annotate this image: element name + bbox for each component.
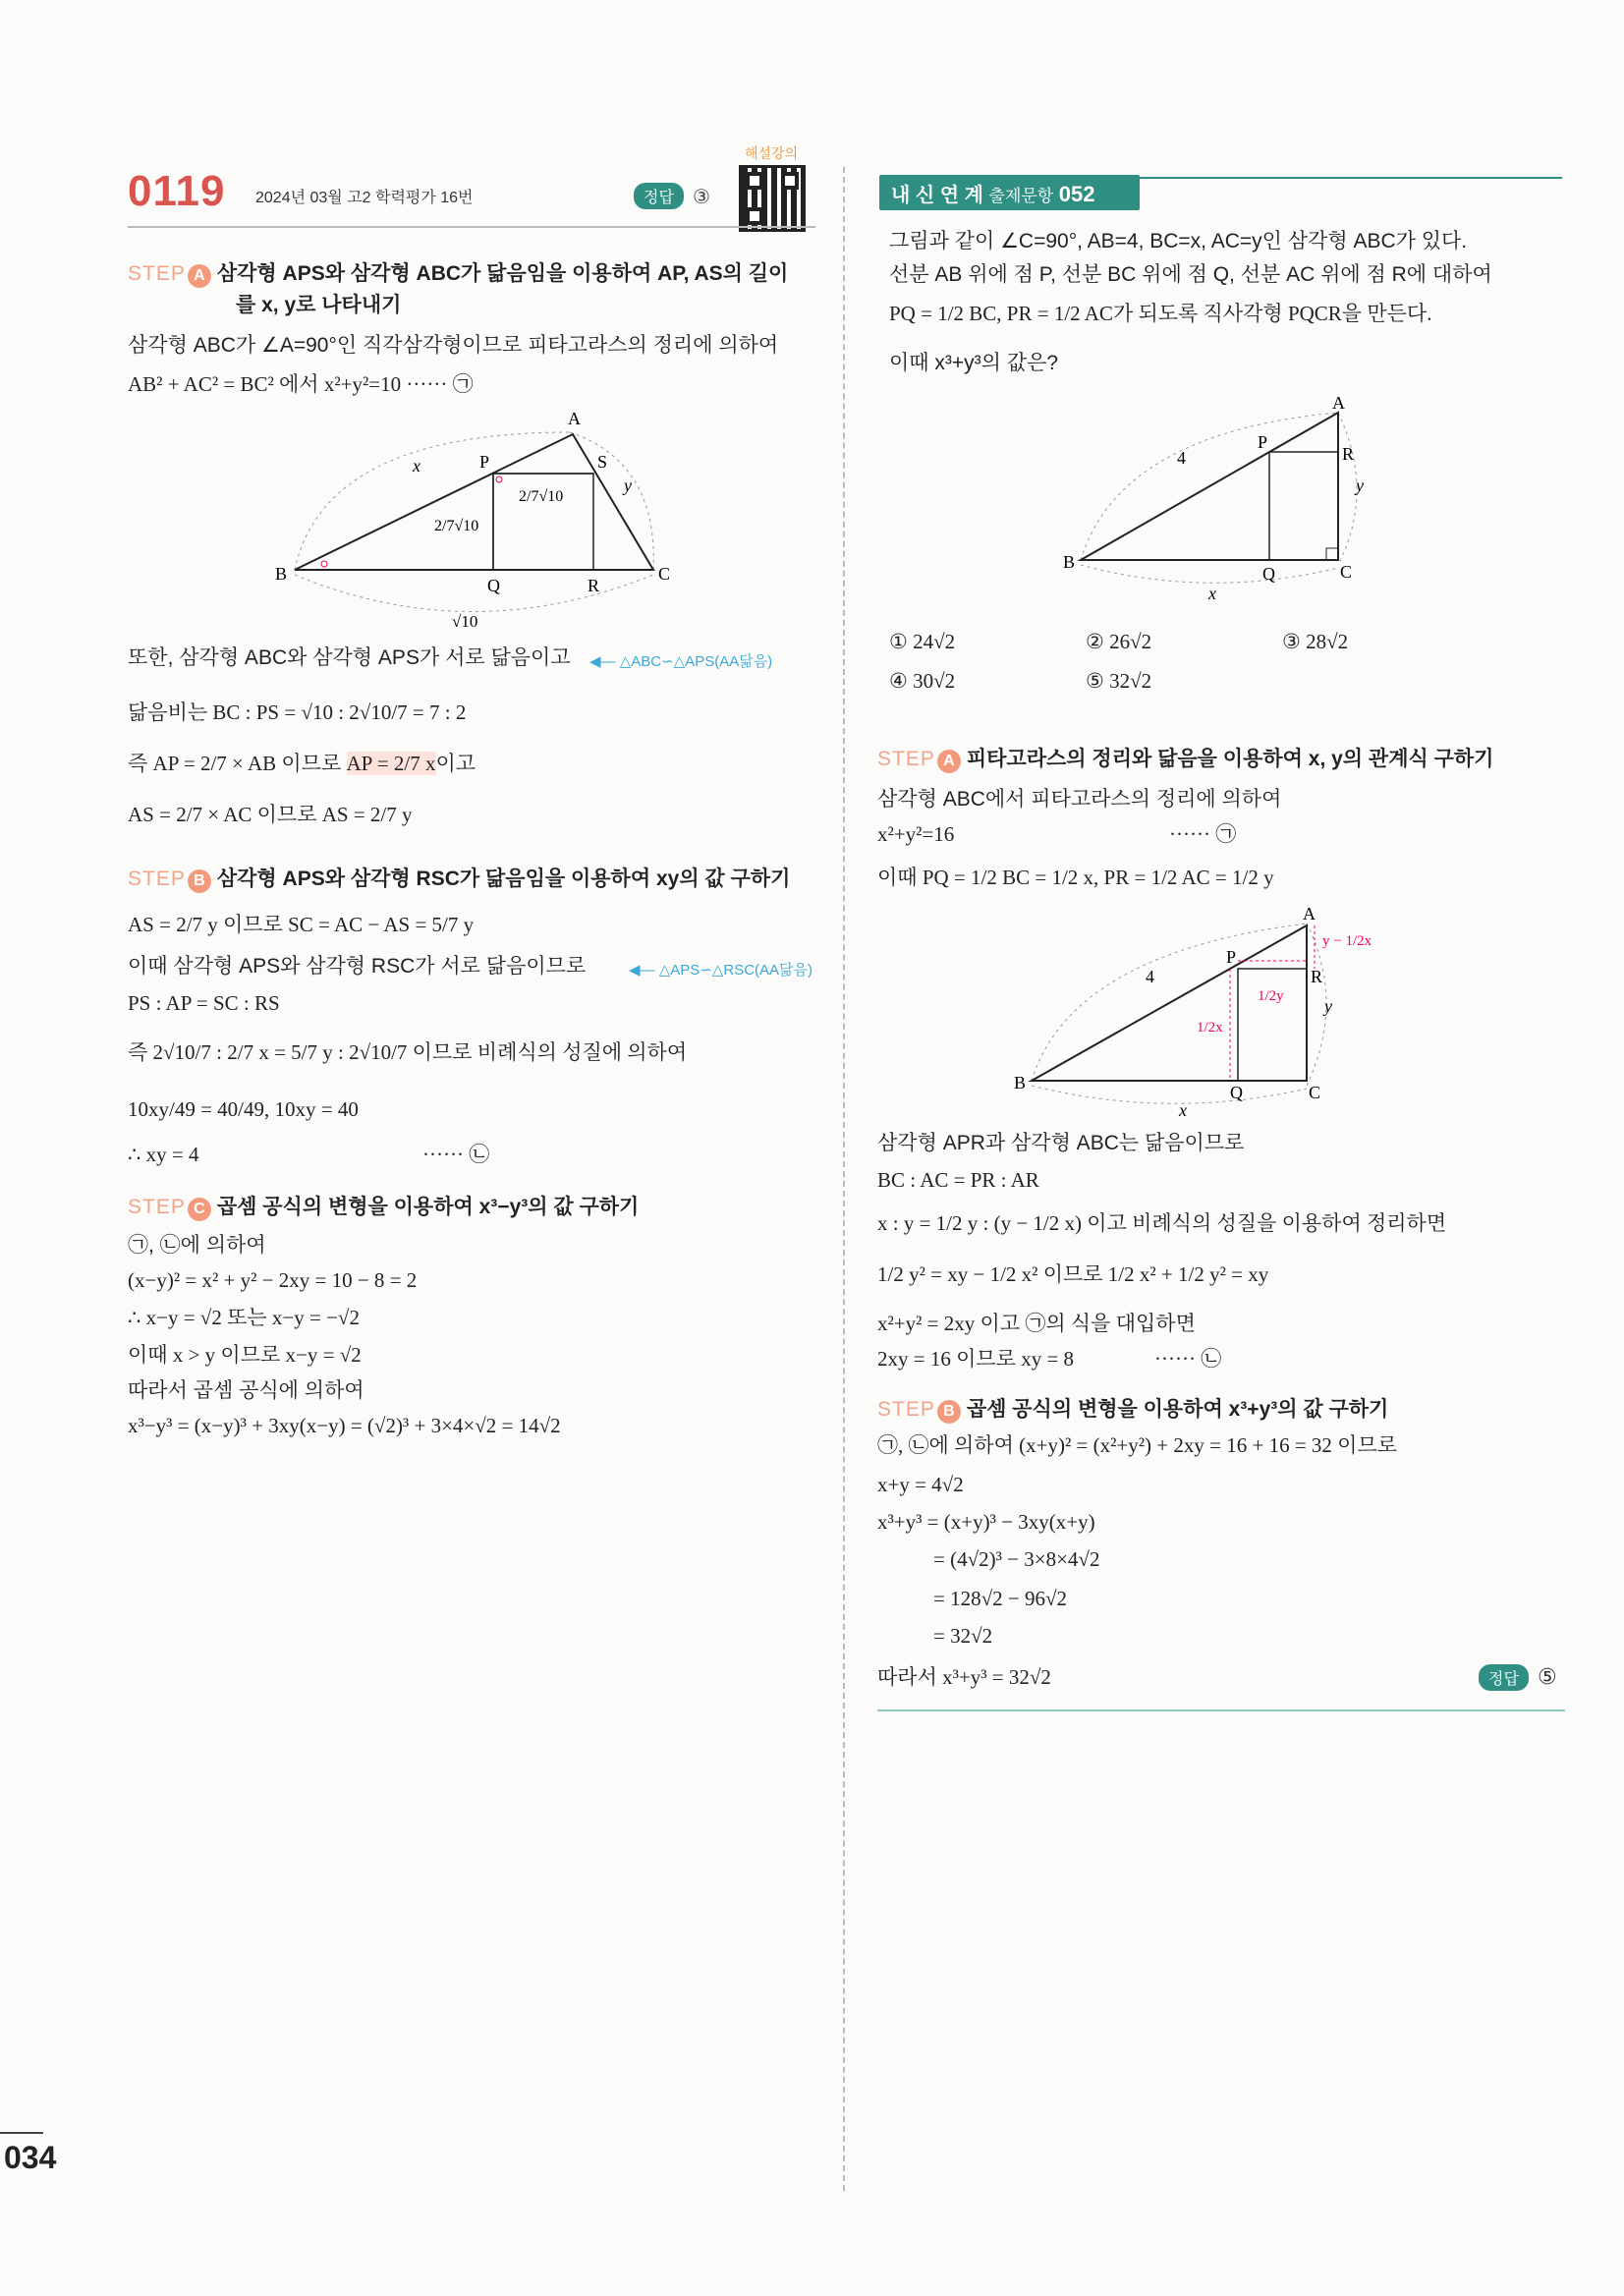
right-angle-c bbox=[1326, 548, 1338, 560]
label-P: P bbox=[1226, 947, 1237, 967]
label-half-x: 1/2x bbox=[1197, 1020, 1223, 1036]
left-stepC-title: STEP C 곱셈 공식의 변형을 이용하여 x³−y³의 값 구하기 bbox=[128, 1191, 639, 1221]
label-R: R bbox=[1342, 444, 1355, 464]
page-number: 034 bbox=[4, 2140, 57, 2175]
label-A: A bbox=[1332, 393, 1345, 413]
label-A: A bbox=[568, 409, 581, 428]
left-stepA-title: STEP A 삼각형 APS와 삼각형 ABC가 닮음임을 이용하여 AP, AS의 길이 bbox=[128, 257, 788, 288]
right-r12: x³+y³ = (x+y)³ − 3xy(x+y) bbox=[877, 1510, 1095, 1534]
left-line8: 이때 삼각형 APS와 삼각형 RSC가 서로 닮음이므로 bbox=[128, 955, 587, 978]
question-line1: 그림과 같이 ∠C=90°, AB=4, BC=x, AC=y인 삼각형 ABC가 있다. bbox=[889, 230, 1468, 252]
label-B: B bbox=[275, 564, 288, 584]
right-r15: = 32√2 bbox=[933, 1624, 993, 1648]
right-r4: 삼각형 APR과 삼각형 ABC는 닮음이므로 bbox=[877, 1132, 1245, 1154]
label-y: y bbox=[1324, 996, 1332, 1016]
banner-label: 내 신 연 계 bbox=[891, 185, 983, 206]
right-r7: 1/2 y² = xy − 1/2 x² 이므로 1/2 x² + 1/2 y² = xy bbox=[877, 1262, 1269, 1286]
label-Q: Q bbox=[1230, 1083, 1243, 1102]
choice-4[interactable]: ④ 30√2 bbox=[889, 669, 956, 693]
label-A: A bbox=[1303, 904, 1316, 924]
left-line15: ∴ x−y = √2 또는 x−y = −√2 bbox=[128, 1306, 360, 1329]
answer-mark-left: ③ bbox=[693, 187, 710, 208]
left-line5b: AP = 2/7 x bbox=[346, 752, 436, 775]
label-four: 4 bbox=[1177, 448, 1186, 468]
right-r10: ㉠, ㉡에 의하여 (x+y)² = (x²+y²) + 2xy = 16 + 16 = 32 이므로 bbox=[877, 1433, 1398, 1457]
right-r13: = (4√2)³ − 3×8×4√2 bbox=[933, 1547, 1100, 1571]
footer-rule-right bbox=[877, 1709, 1565, 1711]
label-x: x bbox=[413, 456, 420, 476]
banner-num: 052 bbox=[1058, 182, 1095, 206]
label-B: B bbox=[1063, 552, 1076, 572]
left-line10: 즉 2√10/7 : 2/7 x = 5/7 y : 2√10/7 이므로 비례식의 성질에 의하여 bbox=[128, 1040, 688, 1064]
choice-2[interactable]: ② 26√2 bbox=[1086, 630, 1152, 653]
arc-bc bbox=[1081, 565, 1338, 583]
question-line2: 선분 AB 위에 점 P, 선분 BC 위에 점 Q, 선분 AC 위에 점 R에 대하여 bbox=[889, 263, 1492, 286]
qr-code[interactable] bbox=[739, 165, 806, 232]
label-S: S bbox=[597, 452, 608, 472]
label-half-y: 1/2y bbox=[1258, 988, 1284, 1004]
left-stepB-title: STEP B 삼각형 APS와 삼각형 RSC가 닮음임을 이용하여 xy의 값 구하기 bbox=[128, 863, 790, 893]
left-line5a: 즉 AP = 2/7 × AB 이므로 bbox=[128, 752, 347, 775]
label-bc: √10 bbox=[452, 612, 478, 631]
label-four: 4 bbox=[1146, 967, 1154, 986]
banner-sub: 출제문항 bbox=[988, 187, 1054, 205]
page-number-rule bbox=[0, 2132, 43, 2134]
left-line13: ㉠, ㉡에 의하여 bbox=[128, 1234, 266, 1257]
question-line3: PQ = 1/2 BC, PR = 1/2 AC가 되도록 직사각형 PQCR을 만든다. bbox=[889, 302, 1432, 325]
lecture-label: 해설강의 bbox=[745, 145, 799, 161]
left-line12: ∴ xy = 4 bbox=[128, 1143, 199, 1166]
problem-number: 0119 bbox=[128, 167, 226, 215]
choice-1[interactable]: ① 24√2 bbox=[889, 630, 956, 653]
answer-mark-right: ⑤ bbox=[1538, 1664, 1557, 1689]
triangle-abc bbox=[1081, 413, 1338, 560]
right-r6: x : y = 1/2 y : (y − 1/2 x) 이고 비례식의 성질을 이용하여 정리하면 bbox=[877, 1211, 1447, 1235]
question-line4: 이때 x³+y³의 값은? bbox=[889, 352, 1059, 374]
answer-badge-left bbox=[634, 183, 684, 209]
column-divider bbox=[843, 167, 845, 2191]
answer-badge-right-label: 정답 bbox=[1488, 1671, 1519, 1688]
right-r2: x²+y²=16 bbox=[877, 822, 955, 846]
label-P: P bbox=[1258, 432, 1268, 452]
arc-ac bbox=[1338, 413, 1357, 565]
label-x: x bbox=[1179, 1100, 1187, 1120]
figure-left-triangle bbox=[265, 403, 678, 639]
answer-badge-right bbox=[1479, 1664, 1529, 1691]
arc-bc bbox=[1032, 1086, 1307, 1103]
left-line5c: 이고 bbox=[435, 752, 476, 775]
left-line12-mark: ······ ㉡ bbox=[422, 1143, 490, 1166]
left-line3: 또한, 삼각형 ABC와 삼각형 APS가 서로 닮음이고 bbox=[128, 646, 571, 669]
label-C: C bbox=[1309, 1083, 1321, 1102]
label-B: B bbox=[1014, 1073, 1027, 1092]
right-r2-mark: ······ ㉠ bbox=[1169, 822, 1237, 846]
left-line7: AS = 2/7 y 이므로 SC = AC − AS = 5/7 y bbox=[128, 913, 475, 936]
left-line9: PS : AP = SC : RS bbox=[128, 991, 280, 1015]
right-r9-mark: ······ ㉡ bbox=[1154, 1347, 1222, 1371]
left-line18: x³−y³ = (x−y)³ + 3xy(x−y) = (√2)³ + 3×4×√2 = 14√2 bbox=[128, 1414, 561, 1437]
left-line11: 10xy/49 = 40/49, 10xy = 40 bbox=[128, 1097, 359, 1121]
label-R: R bbox=[1311, 967, 1323, 986]
right-r3: 이때 PQ = 1/2 BC = 1/2 x, PR = 1/2 AC = 1/2 y bbox=[877, 866, 1274, 889]
left-line1: 삼각형 ABC가 ∠A=90°인 직각삼각형이므로 피타고라스의 정리에 의하여 bbox=[128, 334, 779, 357]
label-R: R bbox=[588, 576, 600, 595]
right-r14: = 128√2 − 96√2 bbox=[933, 1587, 1067, 1610]
label-ymhx: y − 1/2x bbox=[1322, 933, 1372, 949]
label-P: P bbox=[479, 452, 490, 472]
label-y: y bbox=[1356, 476, 1364, 495]
figure-solution-triangle bbox=[1012, 904, 1425, 1120]
left-line5 bbox=[128, 751, 476, 777]
angle-mark-b bbox=[321, 561, 327, 567]
answer-badge-label: 정답 bbox=[644, 190, 674, 206]
banner bbox=[879, 175, 1140, 210]
left-line16: 이때 x > y 이므로 x−y = √2 bbox=[128, 1343, 362, 1367]
label-x: x bbox=[1208, 584, 1216, 603]
label-y: y bbox=[624, 476, 632, 495]
rect-pqcr bbox=[1238, 969, 1307, 1081]
right-r5: BC : AC = PR : AR bbox=[877, 1168, 1039, 1192]
right-r16: 따라서 x³+y³ = 32√2 bbox=[877, 1665, 1051, 1689]
left-line17: 따라서 곱셈 공식에 의하여 bbox=[128, 1379, 364, 1402]
label-C: C bbox=[1340, 562, 1353, 582]
right-r8: x²+y² = 2xy 이고 ㉠의 식을 대입하면 bbox=[877, 1312, 1196, 1335]
label-top: 2/7√10 bbox=[519, 488, 564, 505]
banner-rule bbox=[1140, 177, 1562, 179]
angle-mark-p bbox=[496, 476, 502, 482]
right-r1: 삼각형 ABC에서 피타고라스의 정리에 의하여 bbox=[877, 788, 1282, 811]
left-stepA-title-2: 를 x, y로 나타내기 bbox=[236, 294, 402, 316]
left-line14: (x−y)² = x² + y² − 2xy = 10 − 8 = 2 bbox=[128, 1268, 418, 1292]
choice-5[interactable]: ⑤ 32√2 bbox=[1086, 669, 1152, 693]
label-C: C bbox=[658, 564, 671, 584]
left-line6: AS = 2/7 × AC 이므로 AS = 2/7 y bbox=[128, 803, 413, 826]
arc-bc bbox=[295, 575, 653, 612]
problem-source: 2024년 03월 고2 학력평가 16번 bbox=[255, 190, 474, 206]
label-Q: Q bbox=[1262, 564, 1275, 584]
label-side: 2/7√10 bbox=[434, 518, 479, 534]
left-line2: AB² + AC² = BC² 에서 x²+y²=10 ······ ㉠ bbox=[128, 372, 474, 396]
figure-question-triangle bbox=[1061, 393, 1385, 609]
left-note2: ◀— △APS∽△RSC(AA닮음) bbox=[629, 962, 813, 979]
left-note1: ◀— △ABC∽△APS(AA닮음) bbox=[589, 653, 773, 670]
right-r9: 2xy = 16 이므로 xy = 8 bbox=[877, 1347, 1075, 1371]
right-stepA-title: STEP A 피타고라스의 정리와 닮음을 이용하여 x, y의 관계식 구하기 bbox=[877, 743, 1493, 773]
right-r11: x+y = 4√2 bbox=[877, 1473, 964, 1496]
header-rule-left bbox=[128, 226, 815, 228]
choice-3[interactable]: ③ 28√2 bbox=[1282, 630, 1349, 653]
label-Q: Q bbox=[487, 576, 500, 595]
right-stepB-title: STEP B 곱셈 공식의 변형을 이용하여 x³+y³의 값 구하기 bbox=[877, 1393, 1388, 1424]
rect-pqcr bbox=[1269, 452, 1338, 560]
left-line4: 닮음비는 BC : PS = √10 : 2√10/7 = 7 : 2 bbox=[128, 700, 467, 724]
